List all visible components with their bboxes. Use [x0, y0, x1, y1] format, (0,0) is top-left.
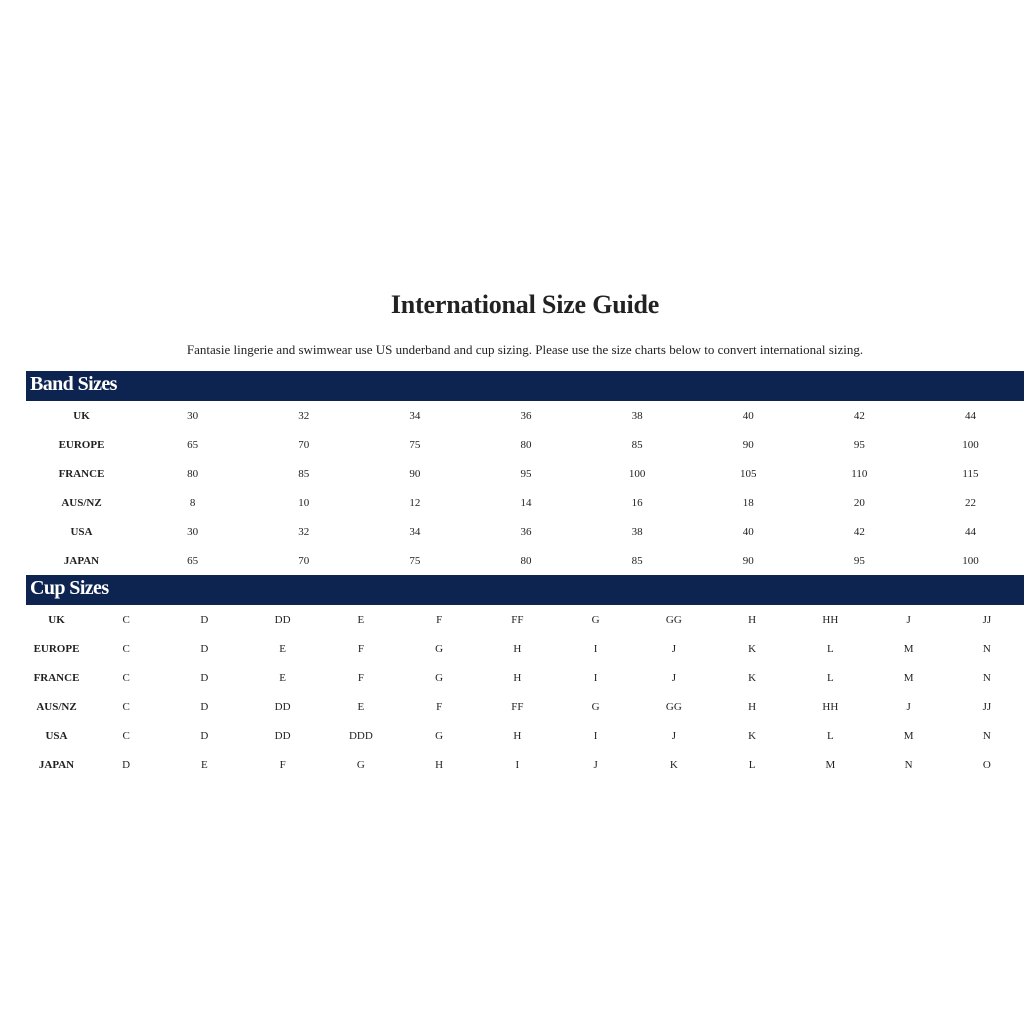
table-cell: G — [356, 758, 365, 771]
row-label: USA — [70, 525, 93, 538]
row-label: AUS/NZ — [61, 496, 102, 509]
table-cell: 90 — [409, 467, 421, 480]
table-cell: DDD — [348, 729, 373, 742]
table-cell: 40 — [742, 525, 754, 538]
table-cell: 22 — [964, 496, 976, 509]
table-cell: 36 — [520, 409, 532, 422]
table-cell: FF — [511, 613, 524, 626]
table-cell: K — [748, 729, 757, 742]
table-row — [26, 634, 1024, 663]
table-cell: 80 — [187, 467, 199, 480]
table-cell: M — [903, 642, 914, 655]
table-cell: D — [200, 642, 209, 655]
table-cell: 18 — [742, 496, 754, 509]
table-cell: 85 — [631, 554, 643, 567]
table-cell: 95 — [853, 438, 865, 451]
cup-sizes-table — [26, 605, 1024, 779]
table-cell: J — [671, 642, 677, 655]
table-cell: JJ — [982, 700, 992, 713]
table-cell: 42 — [853, 525, 865, 538]
row-label: EUROPE — [58, 438, 105, 451]
table-cell: 110 — [851, 467, 868, 480]
table-cell: 32 — [298, 409, 310, 422]
table-cell: 75 — [409, 554, 421, 567]
table-row — [26, 692, 1024, 721]
row-label: EUROPE — [33, 642, 80, 655]
table-cell: K — [748, 671, 757, 684]
table-cell: H — [748, 700, 757, 713]
table-cell: N — [904, 758, 913, 771]
table-cell: DD — [274, 729, 291, 742]
table-cell: 16 — [631, 496, 643, 509]
table-cell: J — [593, 758, 598, 771]
table-row — [26, 663, 1024, 692]
table-cell: J — [671, 671, 677, 684]
table-cell: D — [200, 700, 209, 713]
cup-sizes-header — [26, 575, 1024, 605]
table-cell: C — [122, 613, 130, 626]
table-cell: DD — [274, 700, 291, 713]
table-cell: D — [200, 613, 209, 626]
row-label: AUS/NZ — [36, 700, 77, 713]
table-cell: L — [827, 671, 834, 684]
table-cell: G — [591, 700, 600, 713]
table-cell: FF — [511, 700, 524, 713]
table-cell: 65 — [187, 554, 199, 567]
table-cell: 100 — [628, 467, 646, 480]
table-cell: 44 — [964, 409, 976, 422]
table-row — [26, 401, 1024, 430]
table-cell: J — [906, 613, 911, 626]
table-cell: 80 — [520, 438, 532, 451]
table-cell: C — [122, 671, 130, 684]
table-cell: 10 — [298, 496, 310, 509]
table-cell: J — [671, 729, 677, 742]
table-cell: E — [357, 700, 365, 713]
table-cell: G — [435, 729, 444, 742]
table-cell: 30 — [187, 409, 199, 422]
table-cell: G — [435, 642, 444, 655]
table-cell: H — [748, 613, 757, 626]
table-cell: 34 — [409, 525, 421, 538]
table-cell: F — [436, 700, 443, 713]
table-cell: 90 — [742, 438, 754, 451]
table-cell: N — [982, 642, 991, 655]
table-cell: 40 — [742, 409, 754, 422]
table-cell: N — [982, 729, 991, 742]
table-cell: 36 — [520, 525, 532, 538]
table-cell: J — [906, 700, 911, 713]
page-title: International Size Guide — [390, 290, 660, 319]
table-cell: F — [357, 642, 364, 655]
table-cell: 44 — [964, 525, 976, 538]
table-cell: M — [825, 758, 836, 771]
table-cell: 32 — [298, 525, 310, 538]
table-cell: 80 — [520, 554, 532, 567]
table-cell: M — [903, 671, 914, 684]
table-cell: C — [122, 700, 130, 713]
table-cell: 42 — [853, 409, 865, 422]
table-cell: K — [669, 758, 678, 771]
table-cell: 115 — [962, 467, 979, 480]
table-cell: 85 — [298, 467, 310, 480]
table-cell: G — [435, 671, 444, 684]
table-cell: 90 — [742, 554, 754, 567]
table-cell: E — [279, 671, 286, 684]
table-cell: C — [122, 729, 130, 742]
table-cell: I — [515, 758, 520, 771]
row-label: JAPAN — [38, 758, 75, 771]
table-cell: 70 — [298, 554, 310, 567]
row-label: UK — [48, 613, 65, 626]
table-cell: I — [593, 642, 598, 655]
table-cell: F — [279, 758, 286, 771]
table-cell: DD — [274, 613, 291, 626]
table-cell: H — [513, 671, 522, 684]
table-cell: H — [513, 642, 522, 655]
table-cell: 100 — [962, 438, 979, 451]
table-cell: L — [827, 642, 834, 655]
row-label: UK — [73, 409, 90, 422]
table-cell: 70 — [298, 438, 310, 451]
table-cell: D — [200, 729, 209, 742]
table-cell: H — [513, 729, 522, 742]
table-cell: 12 — [409, 496, 421, 509]
table-cell: 65 — [187, 438, 199, 451]
table-cell: F — [436, 613, 443, 626]
band-sizes-heading: Band Sizes — [30, 373, 117, 395]
table-cell: 75 — [409, 438, 421, 451]
table-cell: H — [435, 758, 444, 771]
table-cell: 30 — [187, 525, 199, 538]
table-cell: M — [903, 729, 914, 742]
table-cell: G — [591, 613, 600, 626]
table-cell: E — [279, 642, 286, 655]
table-cell: D — [200, 671, 209, 684]
row-label: JAPAN — [63, 554, 100, 567]
table-cell: N — [982, 671, 991, 684]
row-label: FRANCE — [33, 671, 80, 684]
table-row — [26, 459, 1024, 488]
table-cell: 34 — [409, 409, 421, 422]
cup-sizes-heading: Cup Sizes — [30, 577, 109, 599]
table-cell: L — [827, 729, 834, 742]
table-row — [26, 605, 1024, 634]
table-cell: 95 — [520, 467, 532, 480]
table-cell: I — [593, 671, 598, 684]
table-cell: GG — [665, 613, 682, 626]
table-cell: E — [201, 758, 208, 771]
table-cell: 38 — [631, 409, 643, 422]
table-row — [26, 721, 1024, 750]
table-row — [26, 750, 1024, 779]
table-cell: 95 — [853, 554, 865, 567]
table-cell: 105 — [739, 467, 757, 480]
table-cell: 20 — [853, 496, 865, 509]
table-cell: E — [357, 613, 365, 626]
table-cell: I — [593, 729, 598, 742]
row-label: FRANCE — [58, 467, 105, 480]
band-sizes-table — [26, 401, 1024, 575]
band-sizes-header — [26, 371, 1024, 401]
table-cell: D — [122, 758, 131, 771]
table-row — [26, 488, 1024, 517]
table-row — [26, 546, 1024, 575]
table-cell: F — [357, 671, 364, 684]
table-cell: 14 — [520, 496, 532, 509]
table-cell: 38 — [631, 525, 643, 538]
table-row — [26, 430, 1024, 459]
table-row — [26, 517, 1024, 546]
table-cell: L — [748, 758, 756, 771]
row-label: USA — [45, 729, 68, 742]
table-cell: GG — [665, 700, 682, 713]
table-cell: 100 — [962, 554, 979, 567]
table-cell: O — [982, 758, 991, 771]
table-cell: HH — [822, 613, 839, 626]
table-cell: JJ — [982, 613, 992, 626]
table-cell: 85 — [631, 438, 643, 451]
table-cell: K — [748, 642, 757, 655]
table-cell: C — [122, 642, 130, 655]
page-subtitle: Fantasie lingerie and swimwear use US underband and cup sizing. Please use the size charts below to convert international sizing. — [186, 342, 864, 357]
table-cell: HH — [822, 700, 839, 713]
table-cell: 8 — [189, 496, 196, 509]
